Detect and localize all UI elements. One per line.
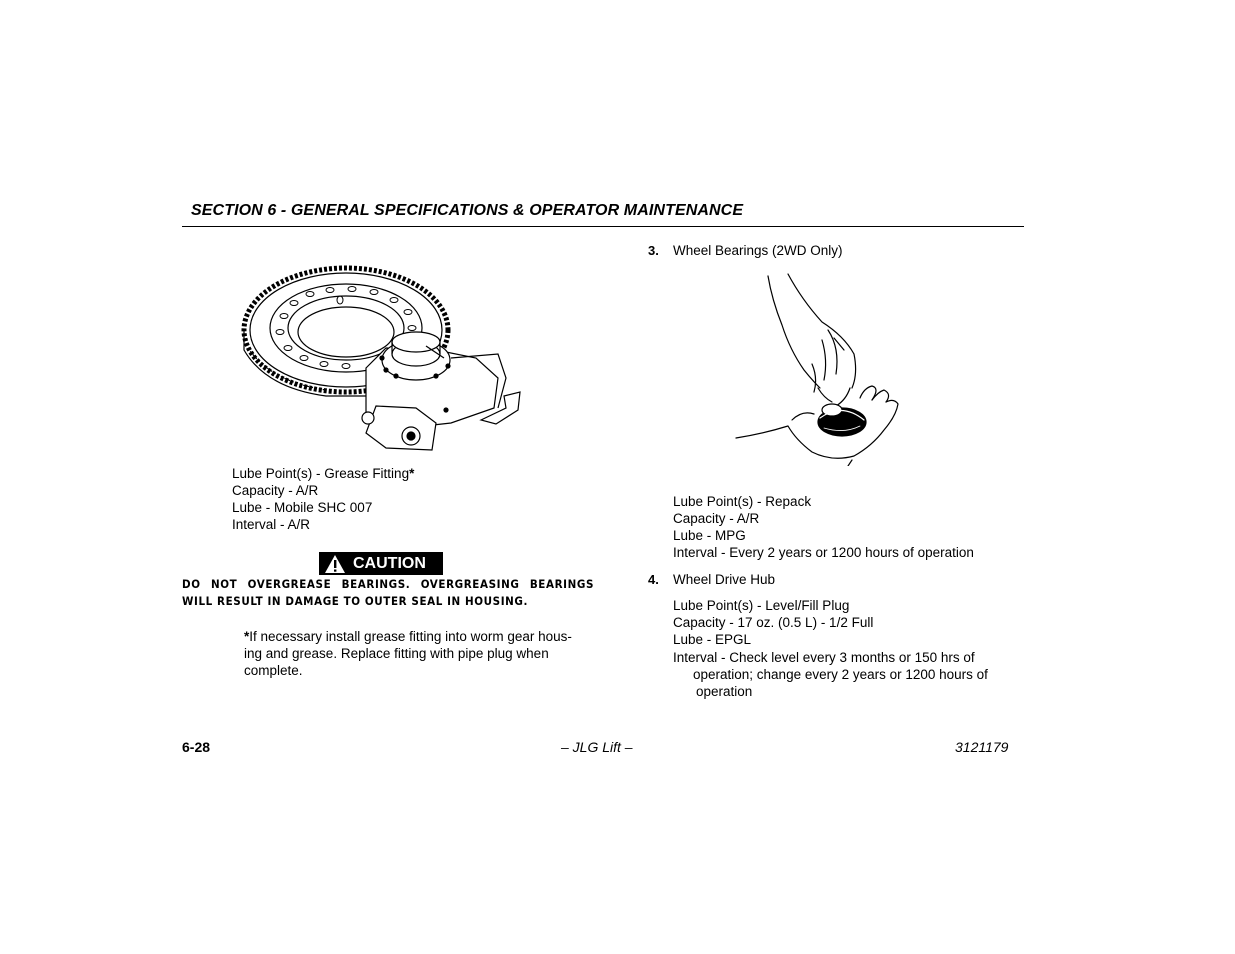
warning-paragraph: DO NOT OVERGREASE BEARINGS. OVERGREASING BEARINGS WILL RESULT IN DAMAGE TO OUTER SEAL IN HOUSING. bbox=[182, 577, 594, 608]
document-number: 3121179 bbox=[955, 739, 1009, 755]
item-4-number: 4. bbox=[648, 572, 659, 587]
item-3-number: 3. bbox=[648, 243, 659, 258]
item-4-capacity: Capacity - 17 oz. (0.5 L) - 1/2 Full bbox=[673, 615, 874, 630]
item-4-lube: Lube - EPGL bbox=[673, 632, 752, 647]
header-rule bbox=[182, 226, 1024, 227]
item-3-title: Wheel Bearings (2WD Only) bbox=[673, 243, 843, 258]
item-4-interval-3: operation bbox=[696, 684, 753, 699]
item-4-title: Wheel Drive Hub bbox=[673, 572, 776, 587]
item-4-heading bbox=[648, 571, 659, 588]
item-3-interval: Interval - Every 2 years or 1200 hours of operation bbox=[673, 545, 974, 560]
caution-text: CAUTION bbox=[353, 554, 426, 572]
note-asterisk: * bbox=[244, 629, 250, 644]
footer-center-text: – JLG Lift – bbox=[561, 739, 633, 755]
item-4-interval-1: Interval - Check level every 3 months or 150 hrs of bbox=[673, 650, 975, 665]
interval-line: Interval - A/R bbox=[232, 517, 311, 532]
page-number: 6-28 bbox=[182, 739, 211, 755]
item-3-capacity: Capacity - A/R bbox=[673, 511, 760, 526]
hands-repacking-figure bbox=[732, 270, 904, 466]
item-4-lube-point: Lube Point(s) - Level/Fill Plug bbox=[673, 598, 850, 613]
caution-label-box bbox=[319, 552, 443, 575]
asterisk-mark: * bbox=[409, 466, 415, 481]
note-line-2: ing and grease. Replace fitting with pipe plug when bbox=[244, 646, 549, 661]
note-line-1: *If necessary install grease fitting into worm gear hous- bbox=[244, 629, 572, 644]
item-4-interval-2: operation; change every 2 years or 1200 hours of bbox=[693, 667, 988, 682]
item-3-heading bbox=[648, 242, 659, 259]
note-line-3: complete. bbox=[244, 663, 303, 678]
lube-point-line: Lube Point(s) - Grease Fitting* bbox=[232, 466, 415, 481]
swing-bearing-figure bbox=[236, 258, 531, 458]
warning-triangle-icon bbox=[324, 554, 346, 574]
item-3-lube-point: Lube Point(s) - Repack bbox=[673, 494, 812, 509]
capacity-line: Capacity - A/R bbox=[232, 483, 319, 498]
item-3-lube: Lube - MPG bbox=[673, 528, 746, 543]
section-title: SECTION 6 - GENERAL SPECIFICATIONS & OPERATOR MAINTENANCE bbox=[191, 202, 744, 219]
lube-line: Lube - Mobile SHC 007 bbox=[232, 500, 373, 515]
